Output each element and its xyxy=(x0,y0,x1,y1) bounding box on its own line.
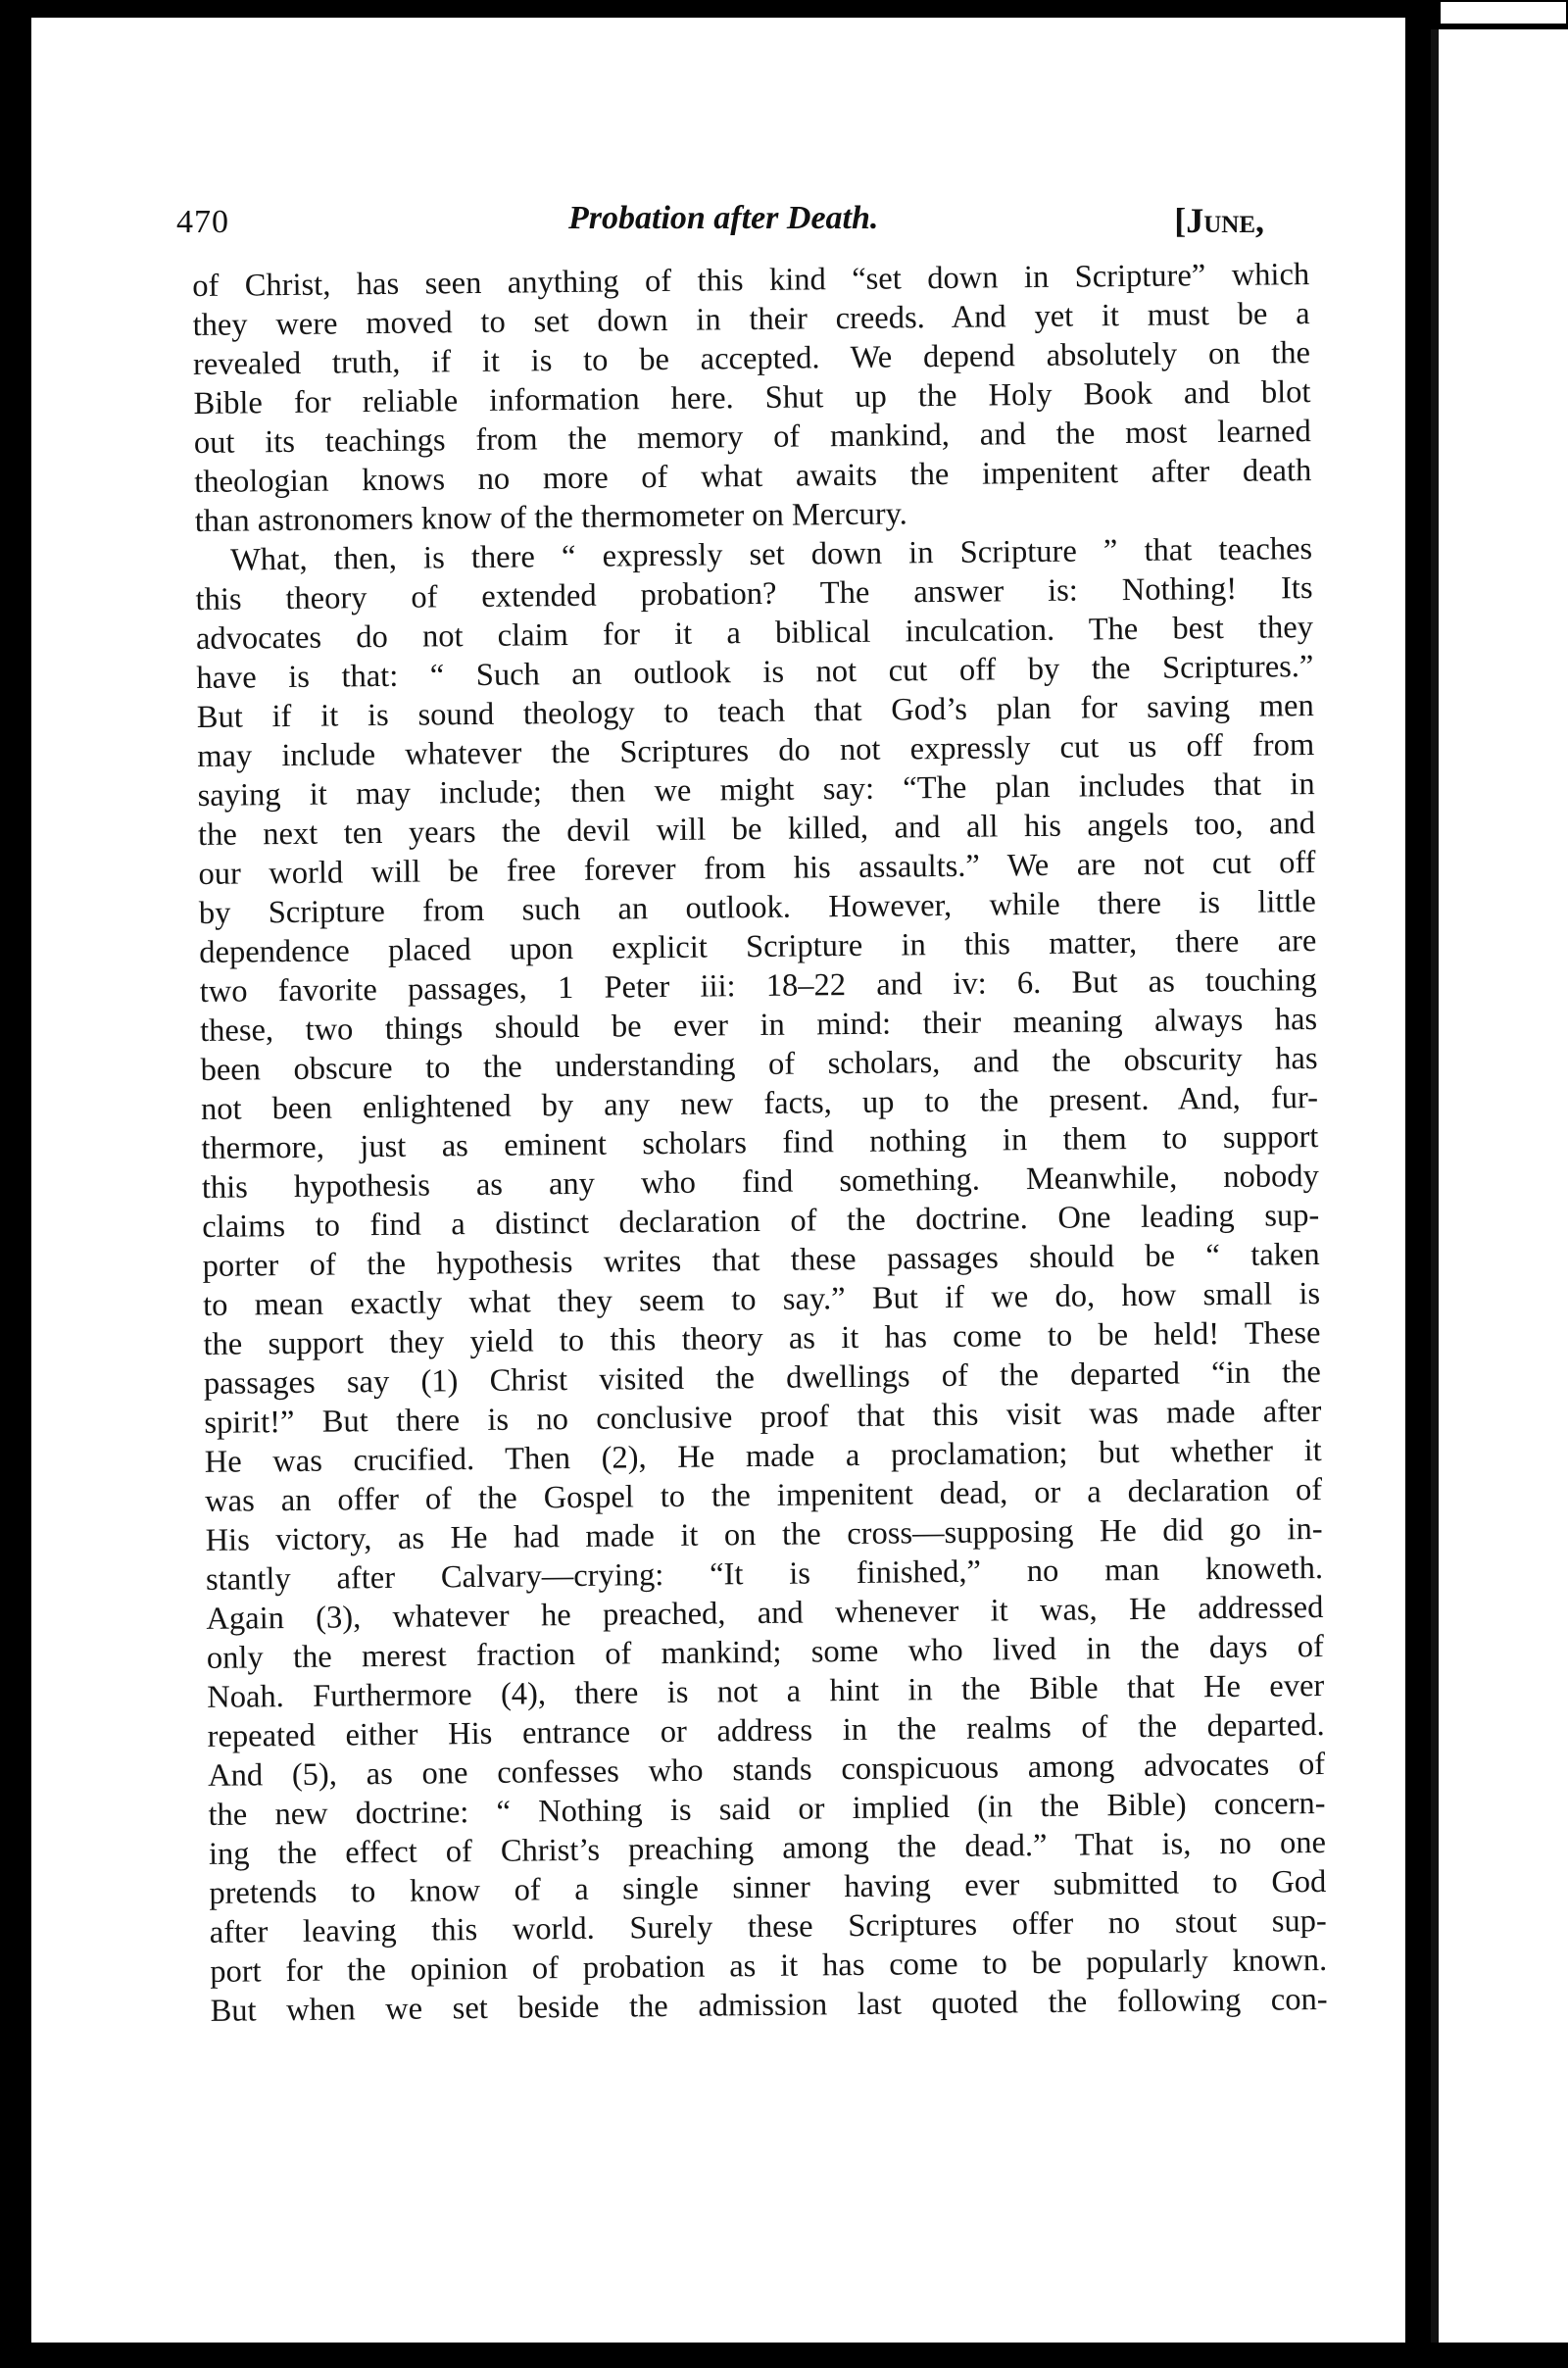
text-line: dependence placed upon explicit Scripture in this matter, there are xyxy=(199,923,1317,970)
text-line: passages say (1) Christ visited the dwellings of the departed “in the xyxy=(203,1355,1322,1402)
text-line: been obscure to the understanding of scholars, and the obscurity has xyxy=(200,1041,1318,1088)
text-line: of Christ, has seen anything of this kind “set down in Scripture” which xyxy=(192,257,1310,304)
text-line: Again (3), whatever he preached, and whenever it was, He addressed xyxy=(206,1589,1324,1637)
text-line: repeated either His entrance or address in the realms of the departed. xyxy=(207,1706,1325,1754)
text-line: saying it may include; then we might say: “The plan includes that in xyxy=(197,766,1315,814)
text-line: only the merest fraction of mankind; some who lived in the days of xyxy=(206,1628,1324,1676)
text-line: And (5), as one confesses who stands conspicuous among advocates of xyxy=(207,1746,1326,1794)
body-text xyxy=(192,255,1328,2031)
text-line: the new doctrine: “ Nothing is said or implied (in the Bible) concern- xyxy=(208,1785,1326,1833)
text-line: may include whatever the Scriptures do not expressly cut us off from xyxy=(197,727,1315,774)
text-line: was an offer of the Gospel to the impenitent dead, or a declaration of xyxy=(205,1471,1323,1519)
text-line: His victory, as He had made it on the cross—supposing He did go in- xyxy=(205,1510,1323,1558)
text-line: not been enlightened by any new facts, up to the present. And, fur- xyxy=(200,1080,1319,1127)
text-line: the support they yield to this theory as it has come to be held! These xyxy=(203,1315,1321,1362)
text-line: Bible for reliable information here. Shut up the Holy Book and blot xyxy=(193,374,1311,421)
text-line: this theory of extended probation? The answer is: Nothing! Its xyxy=(195,570,1313,617)
scan-edge-artifact xyxy=(1441,2,1566,24)
text-line: He was crucified. Then (2), He made a proclamation; but whether it xyxy=(204,1432,1322,1480)
text-line: out its teachings from the memory of mankind, and the most learned xyxy=(193,414,1312,461)
text-line: Noah. Furthermore (4), there is not a hint in the Bible that He ever xyxy=(207,1667,1325,1715)
text-line: this hypothesis as any who find something. Meanwhile, nobody xyxy=(201,1159,1319,1206)
running-title: Probation after Death. xyxy=(568,200,879,236)
text-line: theologian knows no more of what awaits the impenitent after death xyxy=(194,453,1312,500)
text-line: our world will be free forever from his assaults.” We are not cut off xyxy=(198,845,1316,892)
text-line: two favorite passages, 1 Peter iii: 18–22 and iv: 6. But as touching xyxy=(199,962,1317,1010)
text-line: the next ten years the devil will be killed, and all his angels too, and xyxy=(197,806,1316,853)
running-head xyxy=(157,196,1274,255)
facing-page-edge xyxy=(1431,29,1568,2343)
text-line: claims to find a distinct declaration of the doctrine. One leading sup- xyxy=(202,1198,1320,1245)
text-line: revealed truth, if it is to be accepted. We depend absolutely on the xyxy=(192,335,1311,382)
text-line: What, then, is there “ expressly set down in Scripture ” that teaches xyxy=(229,531,1313,578)
paragraph-1 xyxy=(192,255,1312,541)
text-line: stantly after Calvary—crying: “It is finished,” no man knoweth. xyxy=(205,1550,1324,1598)
text-line: by Scripture from such an outlook. However, while there is little xyxy=(198,884,1317,931)
text-line: ing the effect of Christ’s preaching among the dead.” That is, no one xyxy=(208,1824,1327,1872)
text-line: advocates do not claim for it a biblical inculcation. The best they xyxy=(195,610,1314,657)
text-line: porter of the hypothesis writes that these passages should be “ taken xyxy=(202,1237,1320,1284)
running-date: [June, xyxy=(1174,201,1264,240)
text-line: port for the opinion of probation as it has come to be popularly known. xyxy=(210,1942,1328,1990)
text-line: spirit!” But there is no conclusive proof that this visit was made after xyxy=(204,1393,1322,1441)
text-line: pretends to know of a single sinner having ever submitted to God xyxy=(209,1863,1327,1911)
text-line: to mean exactly what they seem to say.” But if we do, how small is xyxy=(202,1276,1321,1323)
paragraph-2 xyxy=(195,529,1328,2031)
text-line: than astronomers know of the thermometer on Mercury. xyxy=(194,496,907,539)
text-line: have is that: “ Such an outlook is not cut off by the Scriptures.” xyxy=(196,649,1314,696)
text-line: But when we set beside the admission last quoted the following con- xyxy=(210,1981,1328,2029)
text-line: But if it is sound theology to teach that God’s plan for saving men xyxy=(196,688,1314,735)
text-line: they were moved to set down in their creeds. And yet it must be a xyxy=(192,296,1310,343)
text-line: these, two things should be ever in mind: their meaning always has xyxy=(199,1002,1318,1049)
text-line: after leaving this world. Surely these Scriptures offer no stout sup- xyxy=(209,1902,1327,1950)
text-line: thermore, just as eminent scholars find nothing in them to support xyxy=(201,1119,1319,1166)
page-number: 470 xyxy=(176,204,229,240)
